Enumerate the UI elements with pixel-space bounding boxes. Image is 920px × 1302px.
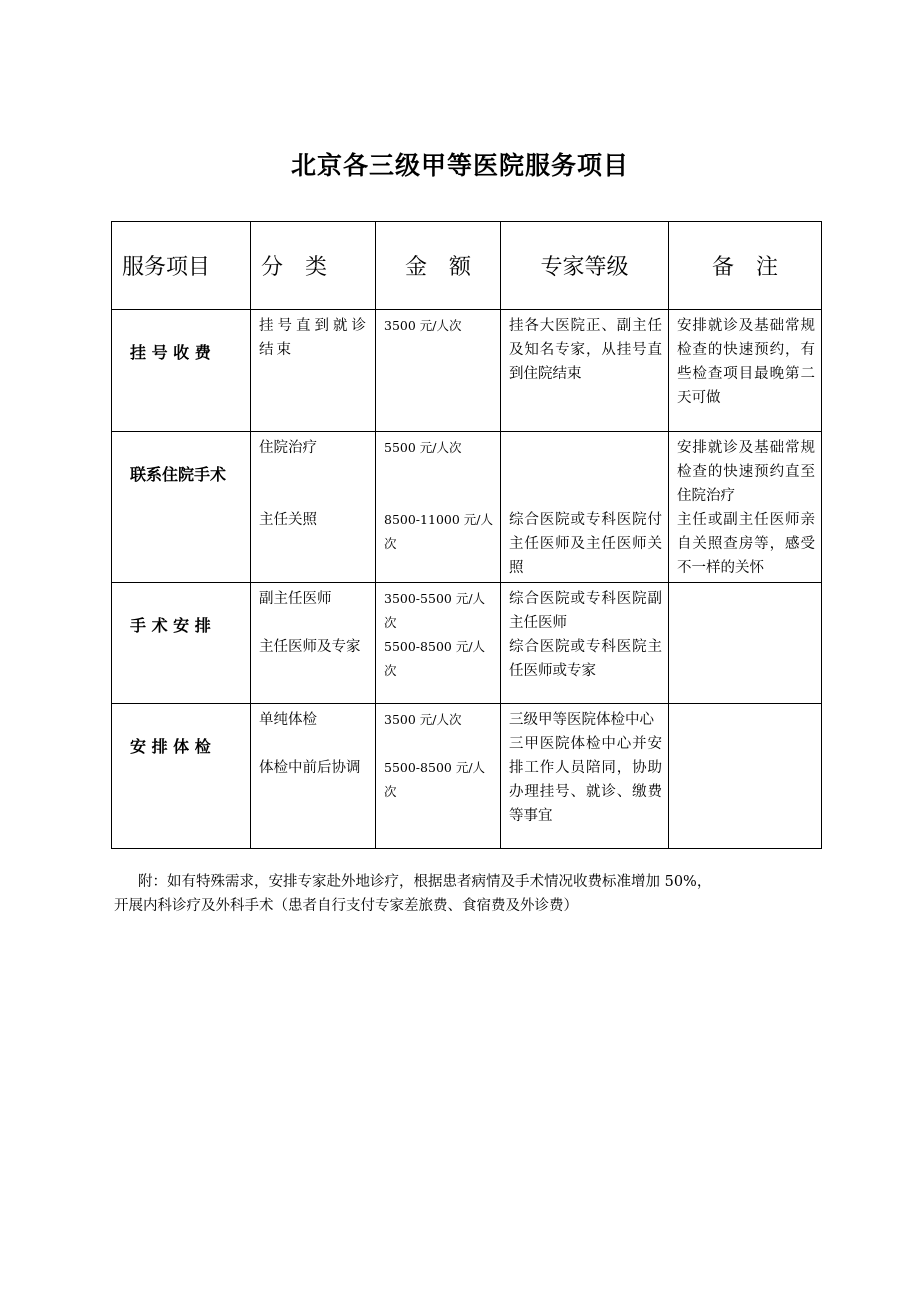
remark-cell [669,583,822,704]
footnote-line-2: 开展内科诊疗及外科手术（患者自行支付专家差旅费、食宿费及外诊费） [114,898,578,914]
header-remark: 备 注 [669,222,822,310]
table-row [112,310,822,432]
expert-cell: 三级甲等医院体检中心 三甲医院体检中心并安排工作人员陪同，协助办理挂号、就诊、缴费等事宜 [501,704,669,849]
expert-cell: 综合医院或专科医院副主任医师 综合医院或专科医院主任医师或专家 [501,583,669,704]
row-label: 挂 号 收 费 [112,310,251,432]
expert-cell: 综合医院或专科医院付主任医师及主任医师关照 [501,432,669,583]
amount-cell: 5500 元/人次 8500-11000 元/人次 [376,432,501,583]
remark-cell: 安排就诊及基础常规检查的快速预约，有些检查项目最晚第二天可做 [669,310,822,432]
remark-cell: 安排就诊及基础常规检查的快速预约直至住院治疗 主任或副主任医师亲自关照查房等，感受不一样的关怀 [669,432,822,583]
page-title: 北京各三级甲等医院服务项目 [290,151,629,180]
table-row [112,704,822,849]
amount-cell: 3500 元/人次 5500-8500 元/人次 [376,704,501,849]
amount-cell: 3500-5500 元/人次 5500-8500 元/人次 [376,583,501,704]
expert-cell: 挂各大医院正、副主任及知名专家，从挂号直到住院结束 [501,310,669,432]
category-cell: 副主任医师 主任医师及专家 [251,583,376,704]
remark-cell [669,704,822,849]
row-label: 手 术 安 排 [112,583,251,704]
header-service-item: 服务项目 [112,222,251,310]
amount-cell: 3500 元/人次 [376,310,501,432]
footnote [114,870,838,918]
category-cell: 住院治疗 主任关照 [251,432,376,583]
header-category: 分 类 [251,222,376,310]
header-expert-level: 专家等级 [501,222,669,310]
row-label: 联系住院手术 [112,432,251,583]
table-header-row [112,222,822,310]
footnote-line-1: 附：如有特殊需求，安排专家赴外地诊疗，根据患者病情及手术情况收费标准增加 50%， [138,874,712,890]
table-row [112,583,822,704]
category-cell: 挂号直到就诊结束 [251,310,376,432]
table-row [112,432,822,583]
services-table [111,221,822,849]
row-label: 安 排 体 检 [112,704,251,849]
header-amount: 金 额 [376,222,501,310]
category-cell: 单纯体检 体检中前后协调 [251,704,376,849]
